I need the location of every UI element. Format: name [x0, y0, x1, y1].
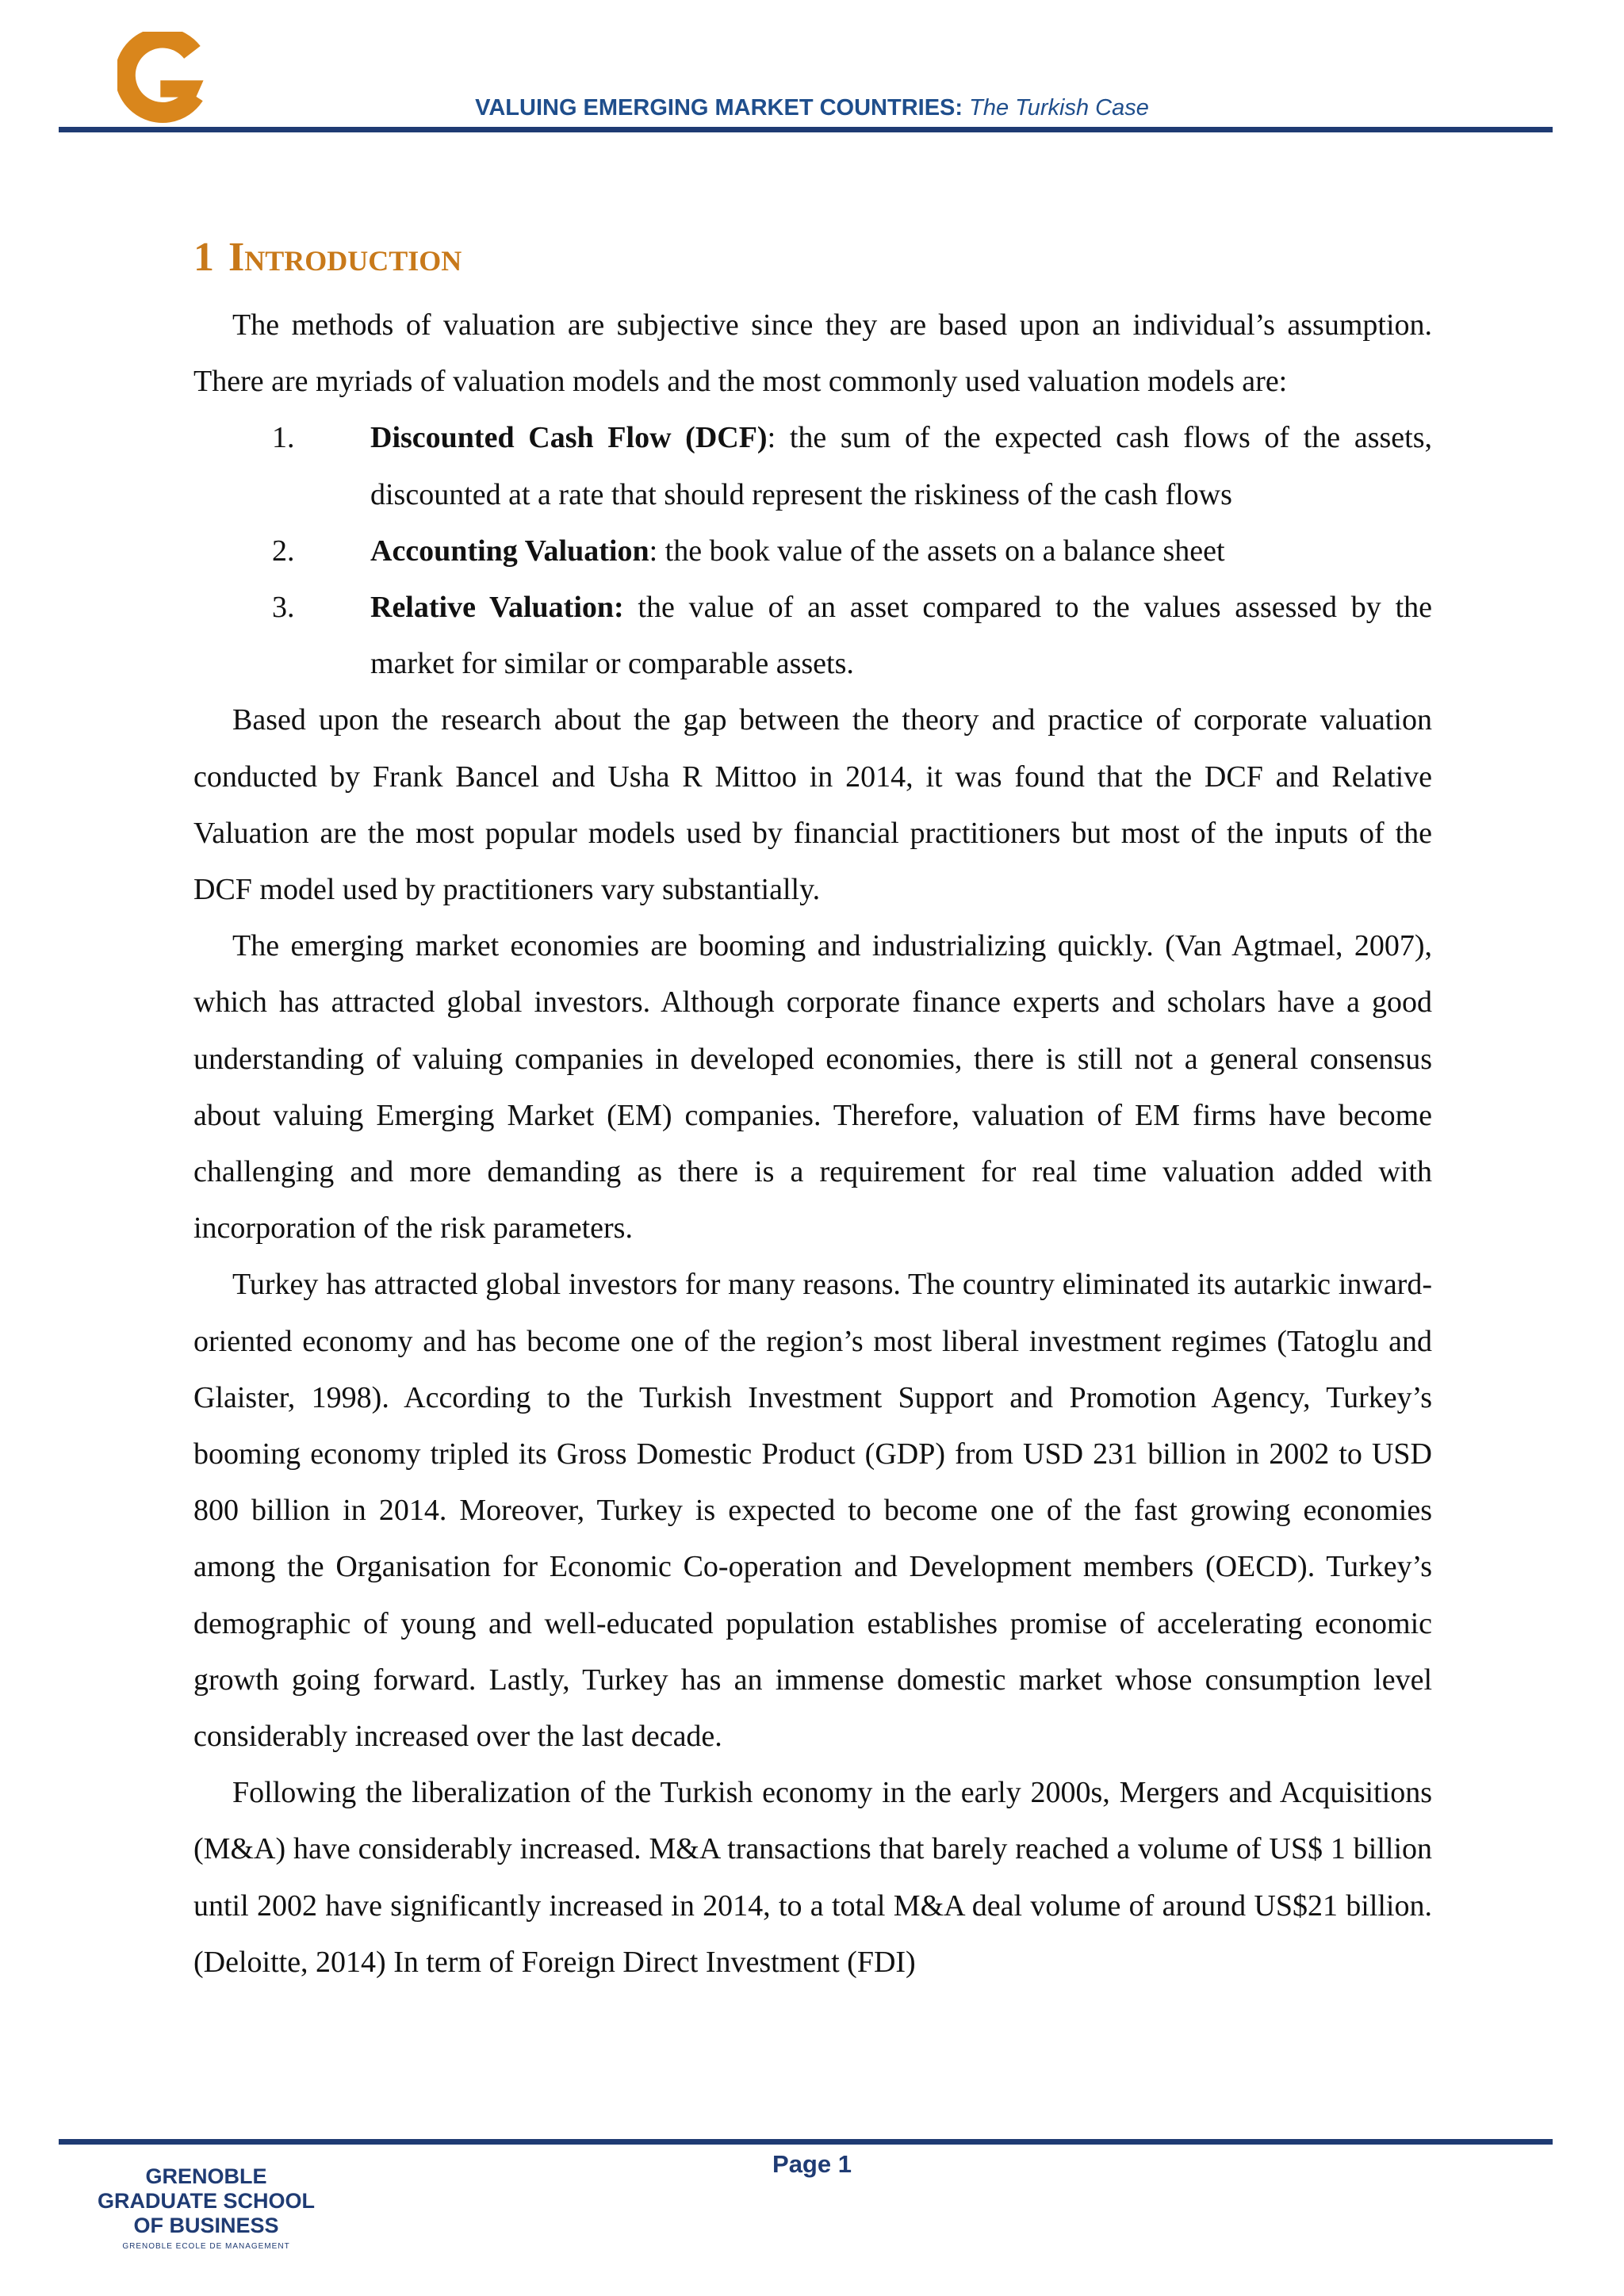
header-title: VALUING EMERGING MARKET COUNTRIES:	[475, 95, 963, 121]
page-number: Page 1	[772, 2150, 852, 2178]
list-item-term: Accounting Valuation	[370, 534, 649, 568]
list-item-desc: the value of an asset compared to the values assessed by the market for similar or comparable assets.	[370, 591, 1432, 681]
paragraph-1: The methods of valuation are subjective since they are based upon an individual’s assumption. There are myriads of valuation models and the most commonly used valuation models are:	[193, 308, 1432, 399]
school-logo-line-3: OF BUSINESS	[133, 2214, 279, 2237]
section-number: 1	[193, 235, 214, 280]
list-item	[193, 523, 1432, 580]
section-heading	[193, 226, 1432, 289]
list-item-number: 1.	[272, 421, 295, 455]
list-item	[193, 410, 1432, 522]
running-header	[0, 95, 1624, 121]
school-logo-line-2: GRADUATE SCHOOL	[98, 2189, 315, 2213]
list-item-number: 2.	[272, 534, 295, 568]
list-item	[193, 580, 1432, 692]
paragraph-4: Turkey has attracted global investors for many reasons. The country eliminated its autarkic inward-oriented economy and has become one of the region’s most liberal investment regimes (Tatoglu and Glaister, 1998). According to the Turkish Investment Support and Promotion Agency, Turkey’s booming economy tripled its Gross Domestic Product (GDP) from USD 231 billion in 2002 to USD 800 billion in 2014. Moreover, Turkey is expected to become one of the fast growing economies among the Organisation for Economic Co-operation and Development members (OECD). Turkey’s demographic of young and well-educated population establishes promise of accelerating economic growth going forward. Lastly, Turkey has an immense domestic market whose consumption level considerably increased over the last decade.	[193, 1268, 1432, 1754]
valuation-models-list	[193, 410, 1432, 692]
paragraph-3: The emerging market economies are booming and industrializing quickly. (Van Agtmael, 2007), which has attracted global investors. Although corporate finance experts and scholars have a good understanding of valuing companies in developed economies, there is still not a general consensus about valuing Emerging Market (EM) companies. Therefore, valuation of EM firms have become challenging and more demanding as there is a requirement for real time valuation added with incorporation of the risk parameters.	[193, 929, 1432, 1246]
paragraph-2: Based upon the research about the gap between the theory and practice of corporate valuation conducted by Frank Bancel and Usha R Mittoo in 2014, it was found that the DCF and Relative Valuation are the most popular models used by financial practitioners but most of the inputs of the DCF model used by practitioners vary substantially.	[193, 703, 1432, 907]
school-logo-line-1: GRENOBLE	[145, 2164, 267, 2188]
list-item-desc: : the sum of the expected cash flows of the assets, discounted at a rate that should represent the riskiness of the cash flows	[370, 421, 1432, 511]
school-logo-line-4: GRENOBLE ECOLE DE MANAGEMENT	[122, 2242, 290, 2251]
header-rule	[59, 127, 1553, 132]
page-body	[193, 218, 1432, 1991]
list-item-term: Discounted Cash Flow (DCF)	[370, 421, 768, 455]
list-item-desc: : the book value of the assets on a balance sheet	[649, 534, 1225, 568]
footer-rule	[59, 2139, 1553, 2145]
list-item-number: 3.	[272, 591, 295, 625]
section-title: Introduction	[228, 235, 462, 280]
list-item-term: Relative Valuation:	[370, 591, 624, 625]
paragraph-5: Following the liberalization of the Turkish economy in the early 2000s, Mergers and Acquisitions (M&A) have considerably increased. M&A transactions that barely reached a volume of US$ 1 billion until 2002 have significantly increased in 2014, to a total M&A deal volume of around US$21 billion. (Deloitte, 2014) In term of Foreign Direct Investment (FDI)	[193, 1776, 1432, 1979]
header-subtitle: The Turkish Case	[969, 95, 1149, 121]
school-logo	[87, 2164, 325, 2256]
